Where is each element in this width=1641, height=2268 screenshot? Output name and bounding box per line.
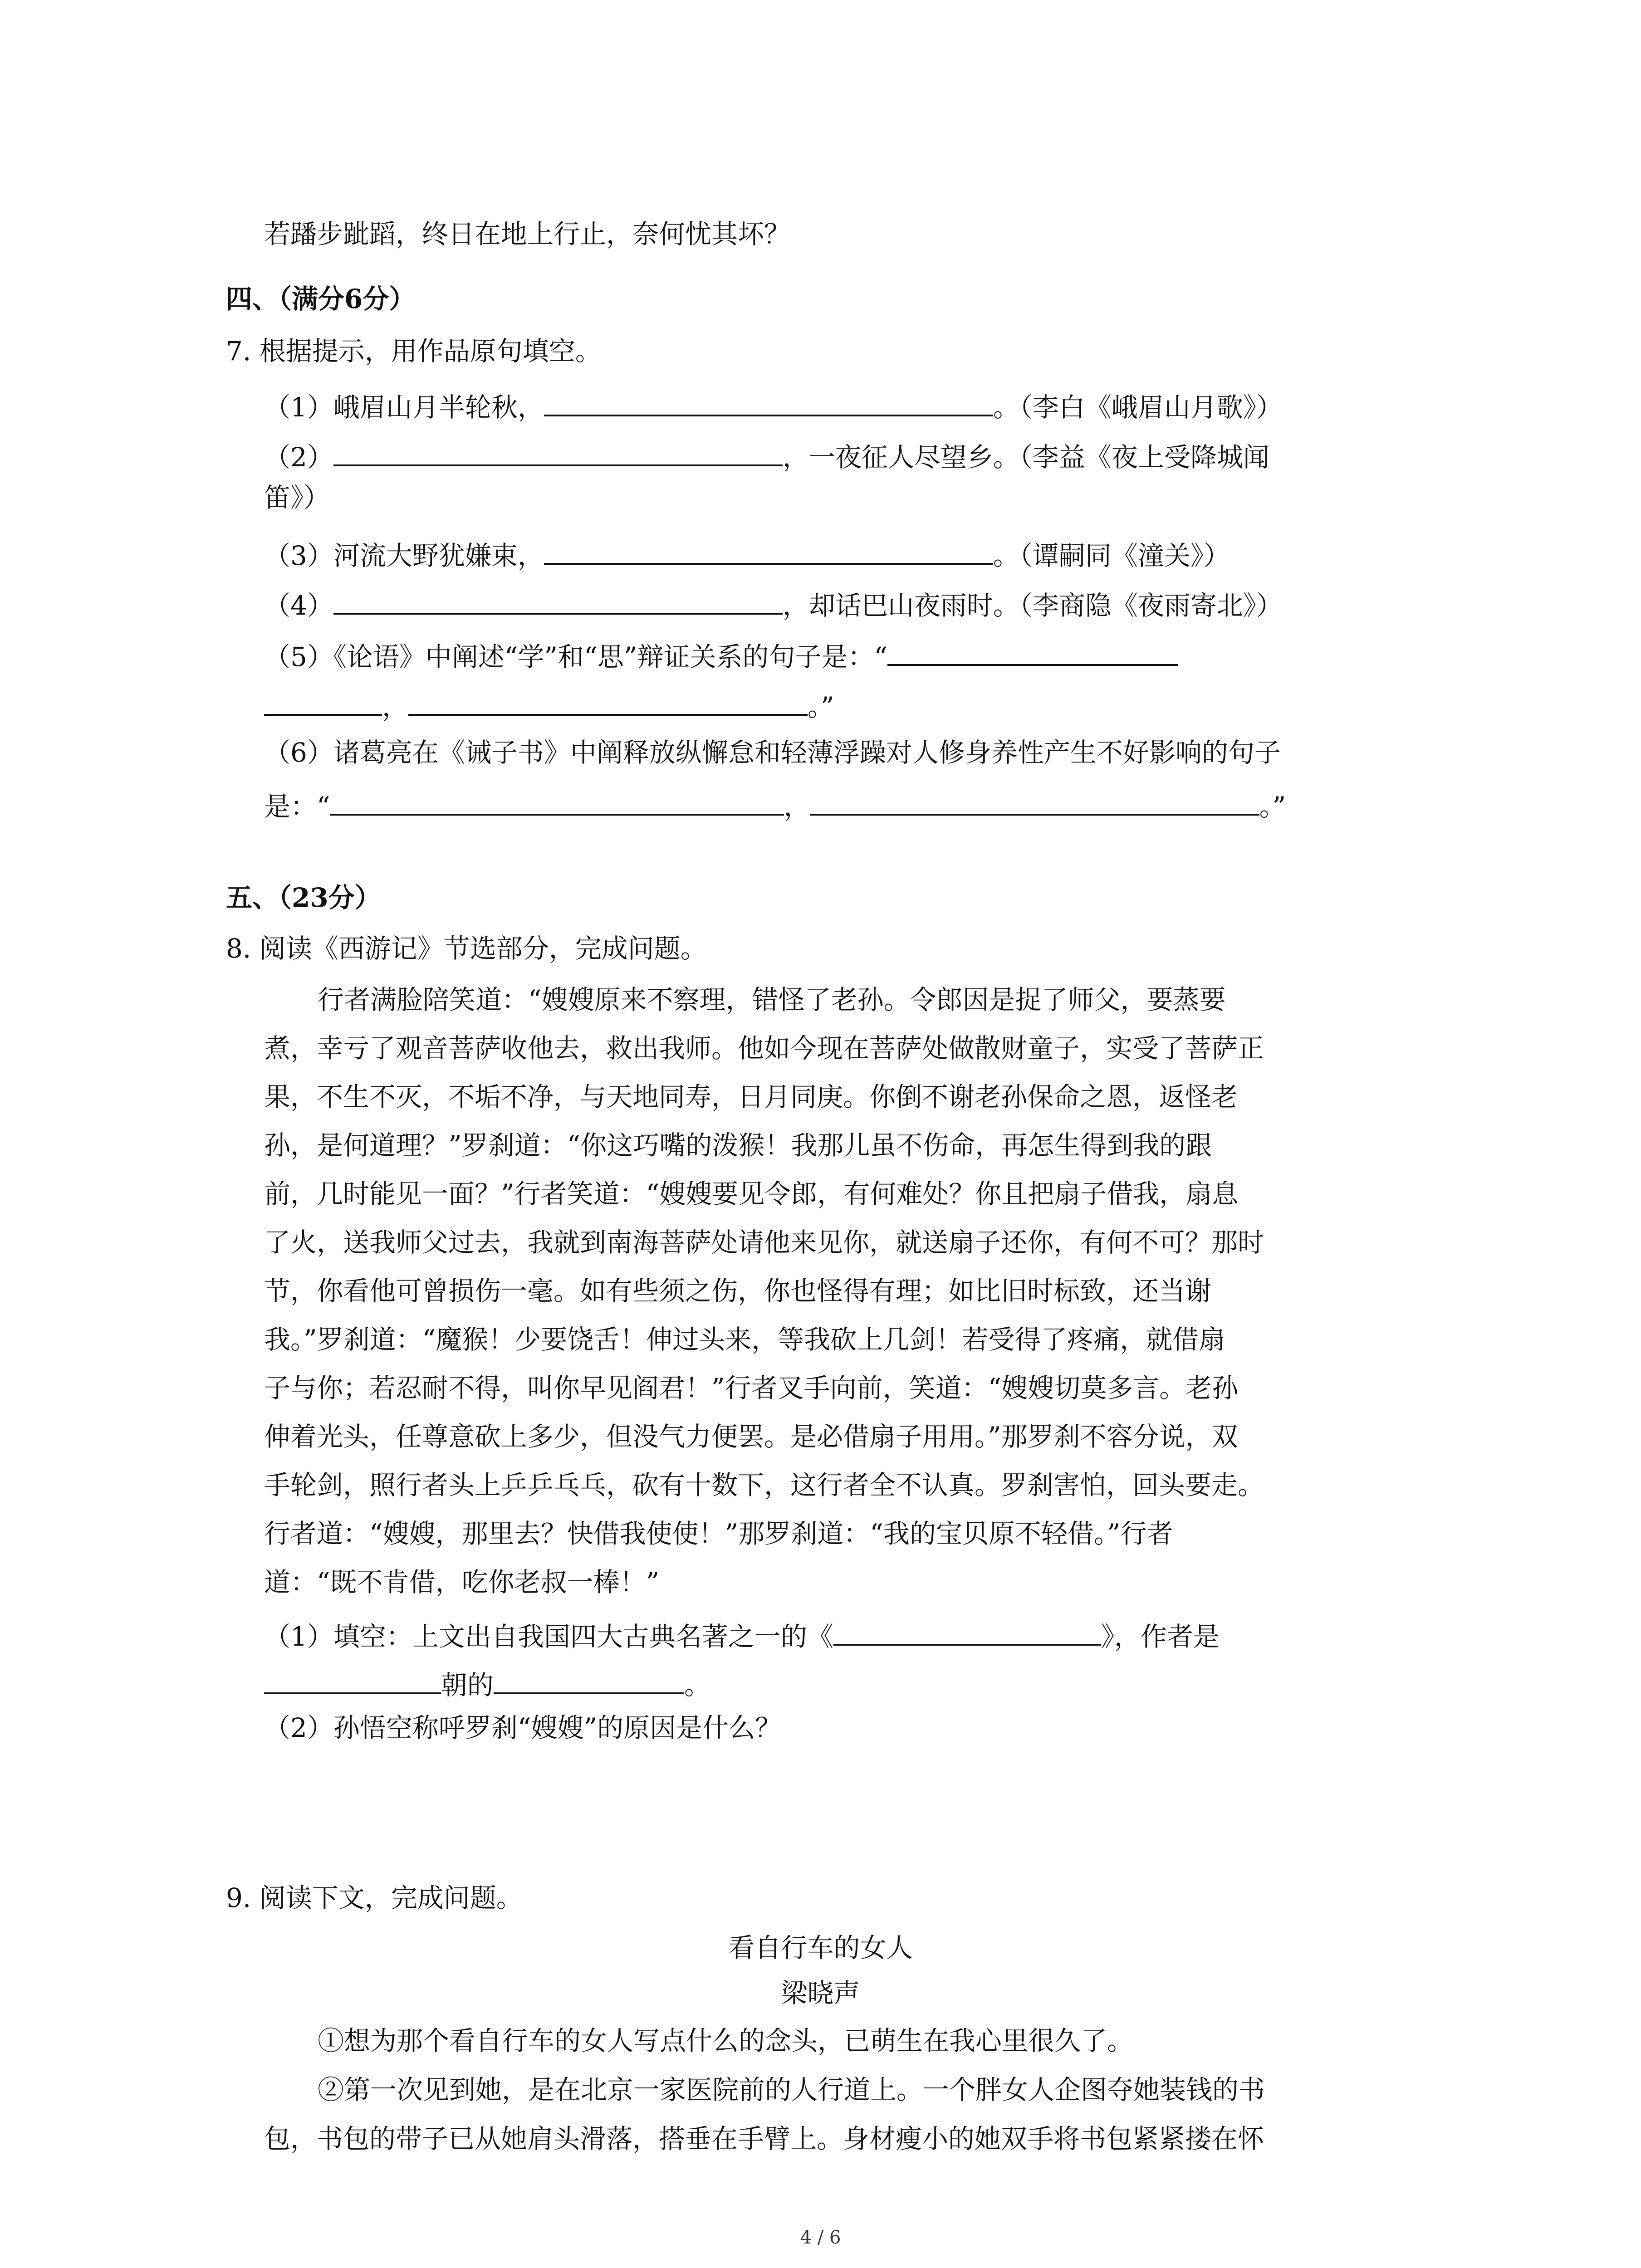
article-title: 看自行车的女人 — [728, 1932, 913, 1963]
text-span: 。（谭嗣同《潼关》） — [993, 540, 1230, 571]
answer-blank[interactable] — [330, 788, 784, 816]
text-line — [264, 689, 834, 720]
text-span: ， — [784, 791, 810, 822]
text-span: （2） — [264, 442, 333, 473]
passage-line: 伸着光头，任尊意砍上多少，但没气力便罢。是必借扇子用用。”那罗刹不容分说，双 — [264, 1421, 1238, 1452]
text-span: 。” — [808, 691, 834, 722]
passage-line: 行者道：“嫂嫂，那里去？快借我使使！”那罗刹道：“我的宝贝原不轻借。”行者 — [264, 1518, 1173, 1549]
passage-line: 包，书包的带子已从她肩头滑落，搭垂在手臂上。身材瘦小的她双手将书包紧紧搂在怀 — [264, 2123, 1264, 2154]
text-line — [264, 389, 1283, 423]
text-span: （5）《论语》中阐述“学”和“思”辩证关系的句子是：“ — [264, 641, 888, 672]
answer-blank[interactable] — [333, 439, 783, 466]
passage-line: 节，你看他可曾损伤一毫。如有些须之伤，你也怪得有理；如比旧时标致，还当谢 — [264, 1276, 1212, 1306]
passage-line: 道：“既不肯借，吃你老叔一棒！” — [264, 1567, 660, 1598]
answer-blank[interactable] — [494, 1667, 684, 1694]
passage-line: 果，不生不灭，不垢不净，与天地同寿，日月同庚。你倒不谢老孙保命之恩，返怪老 — [264, 1081, 1238, 1112]
passage-line: 煮，幸亏了观音菩萨收他去，救出我师。他如今现在菩萨处做散财童子，实受了菩萨正 — [264, 1033, 1264, 1064]
answer-blank[interactable] — [333, 587, 783, 615]
text-line — [264, 587, 1283, 619]
passage-line: ①想为那个看自行车的女人写点什么的念头，已萌生在我心里很久了。 — [318, 2025, 1134, 2056]
question-title: 7. 根据提示，用作品原句填空。 — [226, 336, 602, 367]
question-title: 9. 阅读下文，完成问题。 — [226, 1882, 523, 1913]
section-heading: 五、（23分） — [226, 882, 381, 913]
answer-blank[interactable] — [544, 538, 993, 565]
passage-line: 前，几时能见一面？”行者笑道：“嫂嫂要见令郎，有何难处？你且把扇子借我，扇息 — [264, 1178, 1239, 1209]
text-span: ，一夜征人尽望乡。（李益《夜上受降城闻 — [782, 442, 1269, 473]
text-span: （3）河流大野犹嫌束， — [264, 540, 544, 571]
text-span: 朝的 — [441, 1670, 494, 1701]
passage-line: 了火，送我师父过去，我就到南海菩萨处请他来见你，就送扇子还你，有何不可？那时 — [264, 1227, 1264, 1258]
passage-line: 我。”罗刹道：“魔猴！少要饶舌！伸过头来，等我砍上几剑！若受得了疼痛，就借扇 — [264, 1324, 1225, 1355]
text-line — [264, 439, 1269, 473]
answer-blank[interactable] — [264, 689, 382, 716]
text-span: 。” — [1259, 791, 1286, 822]
answer-blank[interactable] — [264, 1667, 441, 1694]
question-title: 8. 阅读《西游记》节选部分，完成问题。 — [226, 933, 707, 964]
passage-line: ②第一次见到她，是在北京一家医院前的人行道上。一个胖女人企图夺她装钱的书 — [318, 2074, 1265, 2105]
page-number: 4 / 6 — [800, 2227, 841, 2248]
answer-blank[interactable] — [544, 389, 993, 416]
text-span: 。 — [684, 1670, 711, 1701]
section-heading: 四、（满分6分） — [226, 284, 416, 314]
text-span: 》，作者是 — [1101, 1621, 1220, 1652]
text-line — [264, 1618, 1220, 1650]
passage-line: 手轮剑，照行者头上乒乒乓乓，砍有十数下，这行者全不认真。罗刹害怕，回头要走。 — [264, 1470, 1264, 1501]
text-span: （4） — [264, 590, 333, 621]
text-span: 是：“ — [264, 791, 330, 822]
text-span: 。（李白《峨眉山月歌》） — [993, 392, 1283, 423]
passage-line: 孙，是何道理？”罗刹道：“你这巧嘴的泼猴！我那儿虽不伤命，再怎生得到我的跟 — [264, 1130, 1212, 1161]
text-line — [264, 1667, 711, 1701]
text-line — [264, 788, 1286, 820]
text-span: （1）填空：上文出自我国四大古典名著之一的《 — [264, 1621, 833, 1652]
article-author: 梁晓声 — [781, 1978, 860, 2009]
text-line: 笛》） — [264, 482, 330, 513]
text-span: ，却话巴山夜雨时。（李商隐《夜雨寄北》） — [782, 590, 1283, 621]
answer-blank[interactable] — [810, 788, 1259, 816]
answer-blank[interactable] — [408, 689, 808, 716]
text-line — [264, 639, 1178, 670]
text-span: ， — [382, 691, 409, 722]
text-line: （6）诸葛亮在《诫子书》中阐释放纵懈怠和轻薄浮躁对人修身养性产生不好影响的句子 — [264, 737, 1281, 768]
text-line — [264, 538, 1230, 569]
passage-line: 行者满脸陪笑道：“嫂嫂原来不察理，错怪了老孙。令郎因是捉了师父，要蒸要 — [318, 984, 1226, 1015]
answer-blank[interactable] — [833, 1618, 1101, 1646]
text-line: （2）孙悟空称呼罗刹“嫂嫂”的原因是什么？ — [264, 1712, 782, 1743]
passage-line: 子与你；若忍耐不得，叫你早见阎君！”行者叉手向前，笑道：“嫂嫂切莫多言。老孙 — [264, 1373, 1239, 1403]
text-line: 若蹯步跐蹈，终日在地上行止，奈何忧其坏？ — [264, 219, 791, 249]
text-span: （1）峨眉山月半轮秋， — [264, 392, 544, 423]
answer-blank[interactable] — [887, 639, 1178, 666]
